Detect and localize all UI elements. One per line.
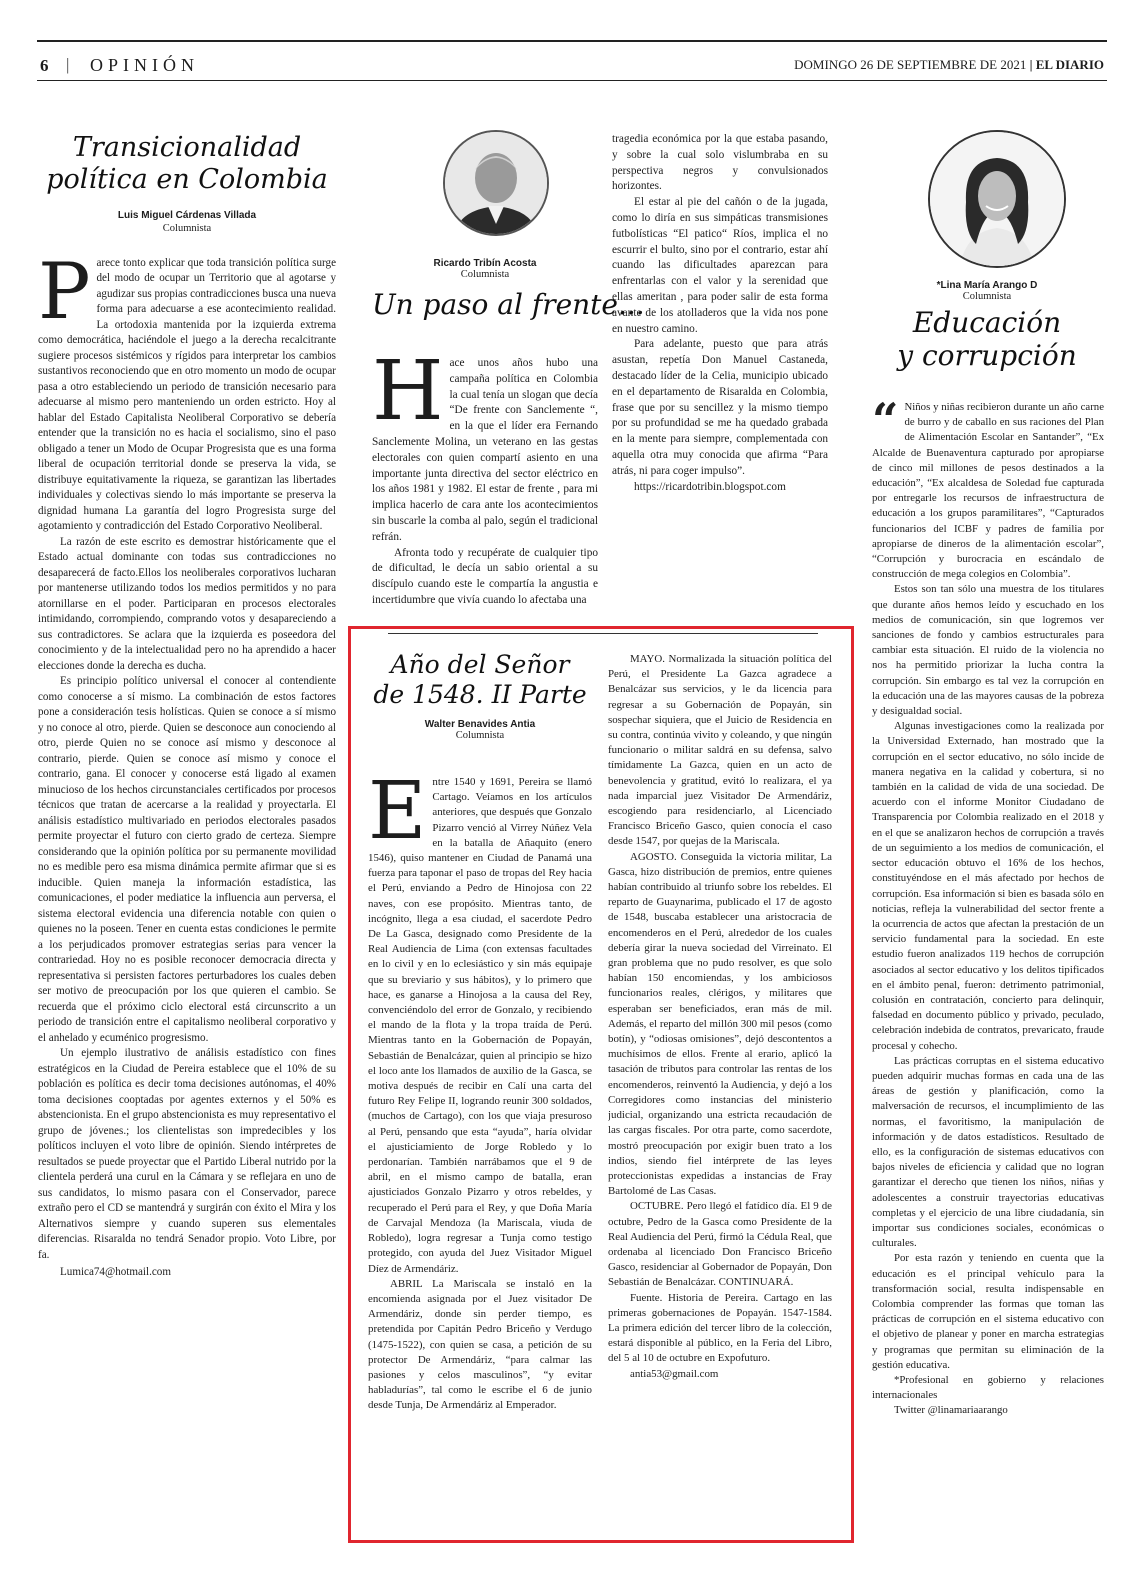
article-title-line: de 1548. II Parte — [373, 679, 587, 709]
author-email[interactable]: antia53@gmail.com — [630, 1367, 719, 1380]
article-educacion-header — [872, 280, 1102, 372]
author-portrait-image — [930, 132, 1064, 266]
paragraph: Afronta todo y recupérate de cualquier tipo de dificultad, le decía un sabio oriental a su discípulo cuando este le compartía la angustia e incertidumbre que vivía cuando lo afectaba una — [372, 546, 598, 606]
blog-link[interactable]: https://ricardotribin.blogspot.com — [634, 480, 786, 493]
paragraph — [368, 775, 592, 1277]
section-name: OPINIÓN — [90, 55, 199, 75]
paragraph — [872, 400, 1104, 582]
paragraph-text: ntre 1540 y 1691, Pereira se llamó Cartago. Veíamos en los artículos anteriores, que después que Gonzalo Pizarro venció al Virrey Núñez Vela en la batalla de Añaquito (enero 1546), quiso mantener en Ciudad de Panamá una fuerza para taponar el paso de tropas del Rey hacia el Perú, enviando a Pedro de Hinojosa con 22 naves, con ese propósito. Mientras tanto, de incógnito, llega a esa ciudad, el sacerdote Pedro De La Gasca, designado como Presidente de la Real Audiencia de Lima (con extensas facultades en lo civil y en lo eclesiástico y sin más equipaje que su breviario y sus hábitos), y lo primero que hace, es ganarse a Hinojosa a la causa del Rey, convenciéndolo del error de Gonzalo, y recibiendo el mando de la flota y la tropa traída de Perú. Mientras tanto en la Gobernación de Popayán, Sebastián de Benalcázar, quien al principio se hizo el loco ante los llamados de auxilio de la Gasca, se motiva después de recibir en Calí una carta del futuro Rey Felipe II, logrando reunir 300 soldados, (muchos de Cartago), con los que viaja presuroso al Perú, pensando que esta “ayuda”, haría olvidar el ajusticiamiento de Jorge Robledo y lo perdonarían. También narrábamos que el 9 de abril, en el mismo campo de batalla, eran ajusticiados Gonzalo Pizarro y otros rebeldes, y recuperado el Perú para el Rey, y que Doña María de Carvajal Mendoza (la Mariscala, viuda de Robledo), logra regresar a Tunja como testigo protegido, con ayuda del Juez Visitador Miguel Díez de Armendáriz. — [368, 776, 592, 1275]
paragraph: El estar al pie del cañón o de la jugada, como lo diría en sus simpáticas transmisiones futbolísticas “El patico“ Ríos, implica el no escurrir el bulto, sino por el contrario, estar ahí cuando las dificultades aparezcan para enfrentarlas con el valor y la serenidad que ellas ameritan , para poder salir de esta forma avante de los atolladeros que la vida nos pone en nuestro camino. — [612, 196, 828, 335]
paragraph: Un ejemplo ilustrativo de análisis estadístico con fines estratégicos en la Ciudad de Pereira establece que el 10% de su población es política es decir toma decisiones autónomas, el 40% toma decisiones cooptadas por agentes externos y el 50% es abstencionista. En el grupo abstencionista es muy representativo el grupo de jóvenes.; los clientelistas son impredecibles y los políticos incluyen el voto libre de opinión. Siendo intérpretes de resultados se puede proyectar que el Partido Liberal nutrido por la clientela perderá una curul en la Cámara y se reflejara en uno de sus candidatos, lo mismo pasara con el Conservador, parece extraño pero el CD se mantendrá y surgirán con éxito el Mira y los Alternativos siempre y cuando superen sus elementales diferencias. Risaralda no tendrá Senador propio. Voto Libre, por fa. — [38, 1047, 336, 1261]
header-top-rule — [37, 40, 1107, 42]
author-role: Columnista — [460, 269, 510, 280]
article-body-col2 — [608, 652, 832, 1532]
article-title-line: Transicionalidad — [72, 132, 302, 163]
page-number: 6 — [40, 56, 49, 75]
paragraph: Para adelante, puesto que para atrás asustan, repetía Don Manuel Castaneda, destacado líder de la Celia, municipio ubicado en el departamento de Risaralda en Colombia, frase que por su sencillez y la mismo tiempo por su profundidad se me ha quedado grabada en la mente para siempre, complementada con aquella otra muy conocida que afirma “Para atrás, ni para coger impulso”. — [612, 338, 828, 477]
paragraph — [372, 356, 598, 546]
article-body — [38, 246, 336, 1281]
paragraph: Fuente. Historia de Pereira. Cartago en las primeras gobernaciones de Popayán. 1547-1584. La primera edición del tercer libro de la colección, estará disponible al público, en la Feria del Libro, del 5 al 10 de octubre en Expofuturo. — [608, 1291, 832, 1365]
paragraph-continued: tragedia económica por la que estaba pasando, y sobre la cual solo vislumbraba en su perspectiva negros y convulsionados horizontes. — [612, 133, 828, 193]
article-ano-del-senor — [368, 650, 592, 741]
author-photo — [928, 130, 1066, 268]
author-photo — [443, 130, 549, 236]
author-role: Columnista — [962, 291, 1012, 302]
article-title — [872, 306, 1102, 372]
drop-cap: E — [368, 775, 427, 857]
author-name: Walter Benavides Antia — [424, 719, 536, 730]
paragraph-text: ace unos años hubo una campaña política en Colombia la cual tenía un slogan que decía “De frente con Sanclemente “, en la que el líder era Fernando Sanclemente Molina, un veterano en las gestas electorales con quien compartí asiento en una importante junta directiva del sector eléctrico en los años 1981 y 1982. El estar de frente , para mi implica hacerlo de cara ante los acontecimientos sin buscarle la comba al palo, según el tradicional refrán. — [372, 357, 598, 543]
paragraph — [38, 246, 336, 535]
author-role: Columnista — [455, 730, 505, 741]
paragraph: Estos son tan sólo una muestra de los titulares que durante años hemos leído y escuchado en los medios de comunicación, sin que logremos ver sanciones de fondo y cambios estructurales para cambiar esta situación. El ruido de la violencia no nos ha permitido priorizar la lucha contra la corrupción. Sin embargo es tal vez la corrupción en la educación una de las mayores causas de la pobreza y desigualdad social. — [872, 583, 1104, 718]
drop-cap: P — [38, 246, 91, 337]
issue-date: DOMINGO 26 DE SEPTIEMBRE DE 2021 — [794, 57, 1027, 72]
article-transicionalidad — [38, 132, 336, 1281]
date-separator: | — [1026, 57, 1036, 72]
paragraph: Es principio político universal el conocer al contendiente como conocerse a sí mismo. La combinación de estos factores pone a consideración tesis holísticas. Quien se conoce a sí mismo y no conoce al otro, pierde. Quien se desconoce aun conociendo al otro, pierde Quien no se conoce así mismo y desconoce al contrario, pierde. Quien se conoce así mismo y conoce el contrario, gana. El conocer y conocerse está ligado al examen minucioso de los hechos circunstanciales certificados por procesos técnicos que tratan de acercarse a la realidad y proyectarla. El análisis estadístico multivariado en periodos electorales pasados permite proyectar el futuro con cierto grado de certeza. Siempre considerando que la opinión política por su permanente movilidad no es medible pero esa misma dinámica permite afirmar que si es inducible. Quien maneja la información estadística, las comunicaciones, el poder mediatice la influencia aun perversa, el sistema electoral evidencia una diferencia notable con quien o quienes no la poseen. Tener en cuenta estas condiciones le permite a los perjudicados promover estrategias serias para vencer la contrariedad. Hoy no es posible reconocer democracia directa y representativa si persisten factores perturbadores los cuales deben ser motivo de preocupación por los que quieren el cambio. Se recuerda que el próximo ciclo electoral está circunscrito a un periodo de transición entre el capitalismo neoliberal corporativo y el anhelado y ecuménico progresismo. — [38, 675, 336, 1044]
article-title — [38, 132, 336, 196]
article-title-line: y corrupción — [897, 339, 1077, 373]
paragraph: Por esta razón y teniendo en cuenta que la educación es el principal vehículo para la transformación social, resulta indispensable en Colombia comprender las formas que toman las prácticas de corrupción en el sistema educativo con el objetivo de planear y poner en marcha estrategias y programas que permitan su eliminación de la gestión educativa. — [872, 1252, 1104, 1371]
newspaper-name: EL DIARIO — [1035, 57, 1104, 72]
article-title-line: política en Colombia — [46, 163, 328, 195]
footnote: *Profesional en gobierno y relaciones internacionales — [872, 1374, 1104, 1402]
paragraph: AGOSTO. Conseguida la victoria militar, La Gasca, hizo distribución de premios, entre quienes habían contribuido al triunfo sobre los rebeldes. El reparto de Guaynarima, publicado el 17 de agosto de 1548, buscaba establecer una aristocracia de encomenderos en el Perú, alrededor de los cuales debería girar la nueva sociedad del Virreinato. El gran problema que no pudo resolver, es que solo habían 150 encomiendas, y los ambiciosos funcionarios reales, clérigos, y militares que esperaban ser beneficiados, eran más de mil. Además, el reparto del millón 300 mil pesos (como botín), y “odiosas omisiones”, dejó descontentos a muchísimos de ellos. Frente al erario, aplicó la tasación de tributos para controlar las rentas de los encomenderos, reinventó la Audiencia, y dejó a los Corregidores como instancias del ministerio judicial, organizando una estricta recaudación de las cargas fiscales. Por otra parte, como sacerdote, mostró preocupación por exigir buen trato a los indios, siendo fiel intérprete de las leyes proteccionistas expedidas a instancias de Fray Bartolomé de Las Casas. — [608, 850, 832, 1198]
article-body-col1 — [372, 356, 598, 618]
author-name: Ricardo Tribín Acosta — [433, 258, 537, 269]
header-bottom-rule — [37, 80, 1107, 81]
author-name: Luis Miguel Cárdenas Villada — [117, 209, 257, 221]
article-body-col2 — [612, 132, 828, 622]
paragraph: MAYO. Normalizada la situación política del Perú, el Presidente La Gazca agradece a Benalcázar sus servicios, y le da licencia para regresar a su Gobernación de Popayán, sin sospechar siquiera, que el Juicio de Residencia en su contra, continúa vivito y coleando, y que ningún funcionario o militar saldrá en su defensa, salvo tímidamente La Gazca, quien en un acto de benevolencia y gratitud, evitó lo realizara, el ya nada imparcial juez Visitador De Armendáriz, escogiendo para residenciarlo, al Licenciado Francisco Briceño Gasco, quien conocía el caso desde 1547, por quejas de la Mariscala. — [608, 653, 832, 848]
author-role: Columnista — [162, 222, 212, 234]
article-title: Un paso al frente... — [372, 288, 645, 321]
article-title — [368, 650, 592, 709]
paragraph: OCTUBRE. Pero llegó el fatídico día. El 9 de octubre, Pedro de la Gasca como Presidente de la Real Audiencia del Perú, firmó la Cédula Real, que ordenaba al licenciado Don Francisco Briceño Gasco, residenciar al Gobernador de Popayán, Don Sebastián de Benalcázar. CONTINUARÁ. — [608, 1200, 832, 1289]
paragraph: La razón de este escrito es demostrar históricamente que el Estado actual dominante con todas sus contradicciones no desaparecerá de facto.Ellos los neoliberales corporativos lucharan por mantenerse utilizando todos los medios permitidos y no para atornillarse en el poder. Participaran en procesos electorales intimidando, corrompiendo, comprando votos y desapareciendo a sus contradictores. Se aclara que la izquierda es poseedora del conocimiento y de la intelectualidad pero no ha aprendido a hacer elecciones donde la derecha es ducha. — [38, 535, 336, 672]
article-body — [872, 400, 1104, 1530]
article-title-line: Año del Señor — [390, 650, 570, 679]
author-portrait-image — [445, 132, 547, 234]
paragraph: ABRIL La Mariscala se instaló en la encomienda asignada por el Juez visitador De Armendáriz, donde sin perder tiempo, es pretendida por Capitán Pedro Briceño y Verdugo (1475-1522), con quien se casa, a petición de su protector De Armendáriz, “para calmar las pasiones y celos masculinos”, “y evitar habladurías”, tal como le escribe el 6 de junio desde Tunja, De Armendáriz al Emperador. — [368, 1277, 592, 1412]
quote-mark: “ — [872, 400, 899, 447]
author-name: *Lina María Arango D — [936, 280, 1038, 291]
article-body-col1 — [368, 775, 592, 1527]
paragraph: Algunas investigaciones como la realizada por la Universidad Externado, han mostrado que la corrupción en el sector educativo, no sólo incide de manera negativa en la calidad y cobertura, si no también en la calidad de vida de una sociedad. De acuerdo con el informe Monitor Ciudadano de Transparencia por Colombia realizado en el 2018 y en el que se analizaron hechos de corrupción a través de un seguimiento a los medios de comunicación, el sector educación obtuvo el 16% de los hechos, constituyéndose en el más afectado por hechos de corrupción. Esa información si bien es basada sólo en noticias, refleja la vulnerabilidad del sector frente a la ocurrencia de actos que afectan la prestación de un servicio fundamental para la sociedad. En este estudio fueron analizados 119 hechos de corrupción asociados al sector educativo y los delitos tipificados en el ámbito penal, fueron: detrimento patrimonial, colusión en contratación, concierto para delinquir, falsedad en documento público y privado, peculado, celebración indebida de contratos, prevaricato, fraude procesal y cohecho. — [872, 720, 1104, 1052]
dateline — [794, 57, 1104, 73]
article-title-line: Educación — [912, 306, 1062, 339]
drop-cap: H — [372, 356, 444, 439]
paragraph-text: Niños y niñas recibieron durante un año carne de burro y de caballo en sus raciones del Plan de Alimentación Escolar en Santander”, “Ex Alcalde de Buenaventura capturado por apropiarse de cinco mil millones de pesos destinados a la educación”, “Ex alcaldesa de Soledad fue capturada por entregarle los recursos de infraestructura de educación a los grupos paramilitares”, “Capturados funcionarios del ICBF y padres de familia por apropiarse de dineros de la alimentación escolar”, “Corrupción y burocracia en escándalo de construcción de mega colegios en Colombia”. — [872, 401, 1104, 581]
article-un-paso-al-frente-header — [372, 258, 645, 321]
header-separator: | — [66, 55, 70, 74]
paragraph-text: arece tonto explicar que toda transición política surge del modo de ocupar un Territorio que al agotarse y agudizar sus propias contradicciones busca una nueva forma para adecuarse a ese acontecimiento realidad. La ortodoxia mantenida por la izquierda extrema como democrática, haciéndole el juego a la derecha recalcitrante sugiere procesos sistémicos y rígidos para interpretar los cambios sustantivos reconociendo que en otro momento un modo de ocupar pasa a otro estableciendo un periodo de transición necesario para adecuarse al mismo pero manteniendo un orden estricto. Hoy al hablar del Estado Capitalista Neoliberal Corporativo se debería entender que la transición no es hacia el socialismo, sino el paso obligado a tener un Modo de Ocupar Progresista que es una forma liberal de ocupación territorial donde se preserva la vida, se distribuye equitativamente la riqueza, se garantizan las libertades individuales y colectivas siendo lo más importante se preserva la dignidad humana La garantía del logro Progresista surge del agotamiento y contradicción del Estado Corporativo Neoliberal. — [38, 256, 336, 533]
author-email[interactable]: Lumica74@hotmail.com — [60, 1266, 171, 1279]
paragraph: Las prácticas corruptas en el sistema educativo pueden adquirir muchas formas en cada una de las áreas de gestión y planificación, como la malversación de recursos, el incumplimiento de las normas, el favoritismo, la manipulación de información y de datos estadísticos. Resultado de ello, es la configuración de sistemas educativos con bajos niveles de eficiencia y calidad que no logran garantizar el derecho que tienen los niños, niñas y adolescentes a construir trayectorias educativas completas y el ejercicio de una libre ciudadanía, sin importar sus condiciones sociales, económicas o culturales. — [872, 1054, 1104, 1250]
box-top-rule — [388, 633, 818, 634]
twitter-handle[interactable]: Twitter @linamariaarango — [894, 1404, 1008, 1417]
